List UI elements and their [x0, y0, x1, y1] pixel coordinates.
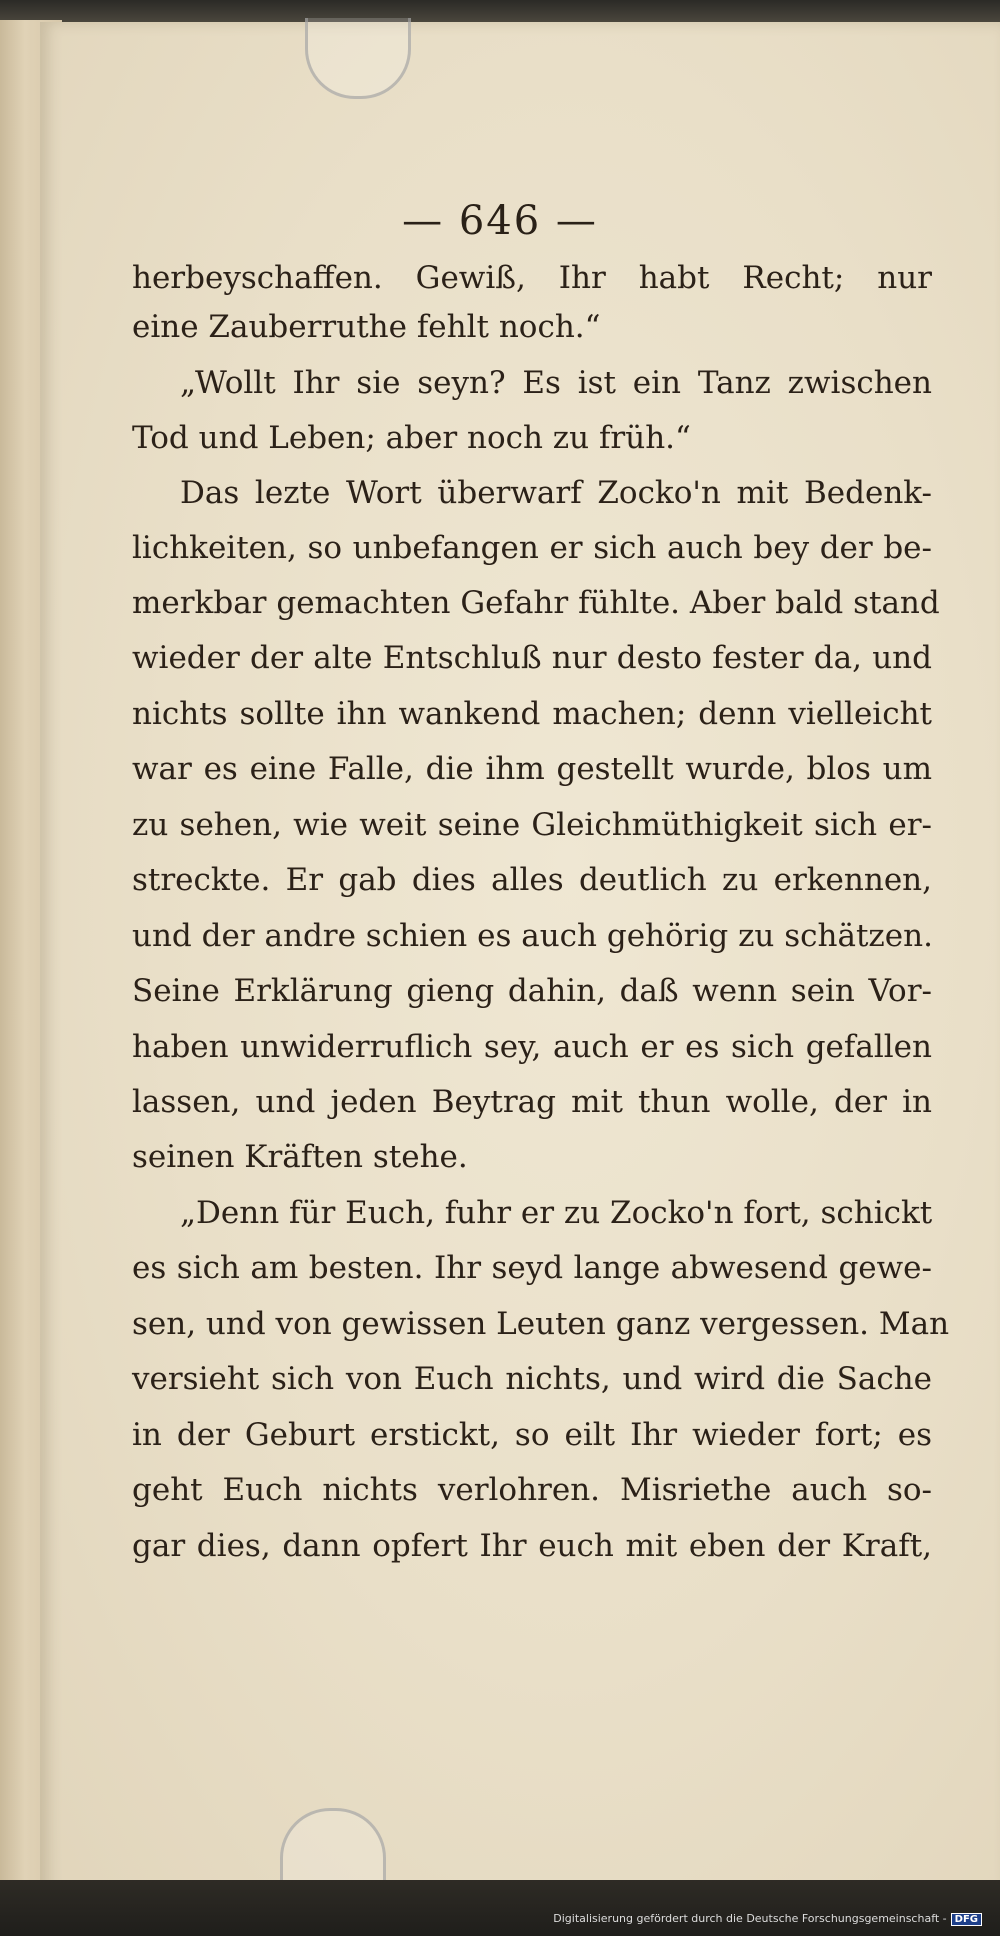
credit-text: Digitalisierung gefördert durch die Deutsche Forschungsgemeinschaft -: [553, 1912, 947, 1925]
text-line: zu sehen, wie weit seine Gleichmüthigkeit sich er-: [132, 807, 932, 843]
text-line: haben unwiderruflich sey, auch er es sich gefallen: [132, 1029, 932, 1065]
text-line: und der andre schien es auch gehörig zu schätzen.: [132, 918, 933, 954]
text-line: lichkeiten, so unbefangen er sich auch bey der be-: [132, 530, 932, 566]
text-line: geht Euch nichts verlohren. Misriethe auch so-: [132, 1472, 932, 1508]
text-line: seinen Kräften stehe.: [132, 1139, 468, 1175]
text-line: gar dies, dann opfert Ihr euch mit eben der Kraft,: [132, 1528, 932, 1564]
text-line: streckte. Er gab dies alles deutlich zu erkennen,: [132, 862, 932, 898]
text-line: wieder der alte Entschluß nur desto fester da, und: [132, 640, 932, 676]
text-line: herbeyschaffen. Gewiß, Ihr habt Recht; nur: [132, 260, 932, 296]
text-line: Das lezte Wort überwarf Zocko'n mit Bedenk-: [180, 475, 932, 511]
text-line: Tod und Leben; aber noch zu früh.“: [132, 420, 691, 456]
page-number: — 646 —: [402, 198, 598, 244]
text-line: versieht sich von Euch nichts, und wird die Sache: [132, 1361, 932, 1397]
dfg-logo: DFG: [951, 1913, 982, 1926]
digitization-credit: [553, 1912, 982, 1926]
text-line: in der Geburt erstickt, so eilt Ihr wieder fort; es: [132, 1417, 932, 1453]
text-line: sen, und von gewissen Leuten ganz vergessen. Man: [132, 1306, 950, 1342]
bottom-scanner-strip: [0, 1880, 1000, 1936]
text-line: merkbar gemachten Gefahr fühlte. Aber bald stand: [132, 585, 940, 621]
text-line: „Wollt Ihr sie seyn? Es ist ein Tanz zwischen: [180, 365, 932, 401]
text-line: lassen, und jeden Beytrag mit thun wolle, der in: [132, 1084, 932, 1120]
text-line: war es eine Falle, die ihm gestellt wurde, blos um: [132, 751, 932, 787]
text-line: eine Zauberruthe fehlt noch.“: [132, 309, 601, 345]
book-page: [40, 22, 1000, 1900]
top-scanner-strip: [0, 0, 1000, 22]
text-line: „Denn für Euch, fuhr er zu Zocko'n fort, schickt: [180, 1195, 933, 1231]
text-line: Seine Erklärung gieng dahin, daß wenn sein Vor-: [132, 973, 932, 1009]
text-line: es sich am besten. Ihr seyd lange abwesend gewe-: [132, 1250, 932, 1286]
text-line: nichts sollte ihn wankend machen; denn vielleicht: [132, 696, 932, 732]
